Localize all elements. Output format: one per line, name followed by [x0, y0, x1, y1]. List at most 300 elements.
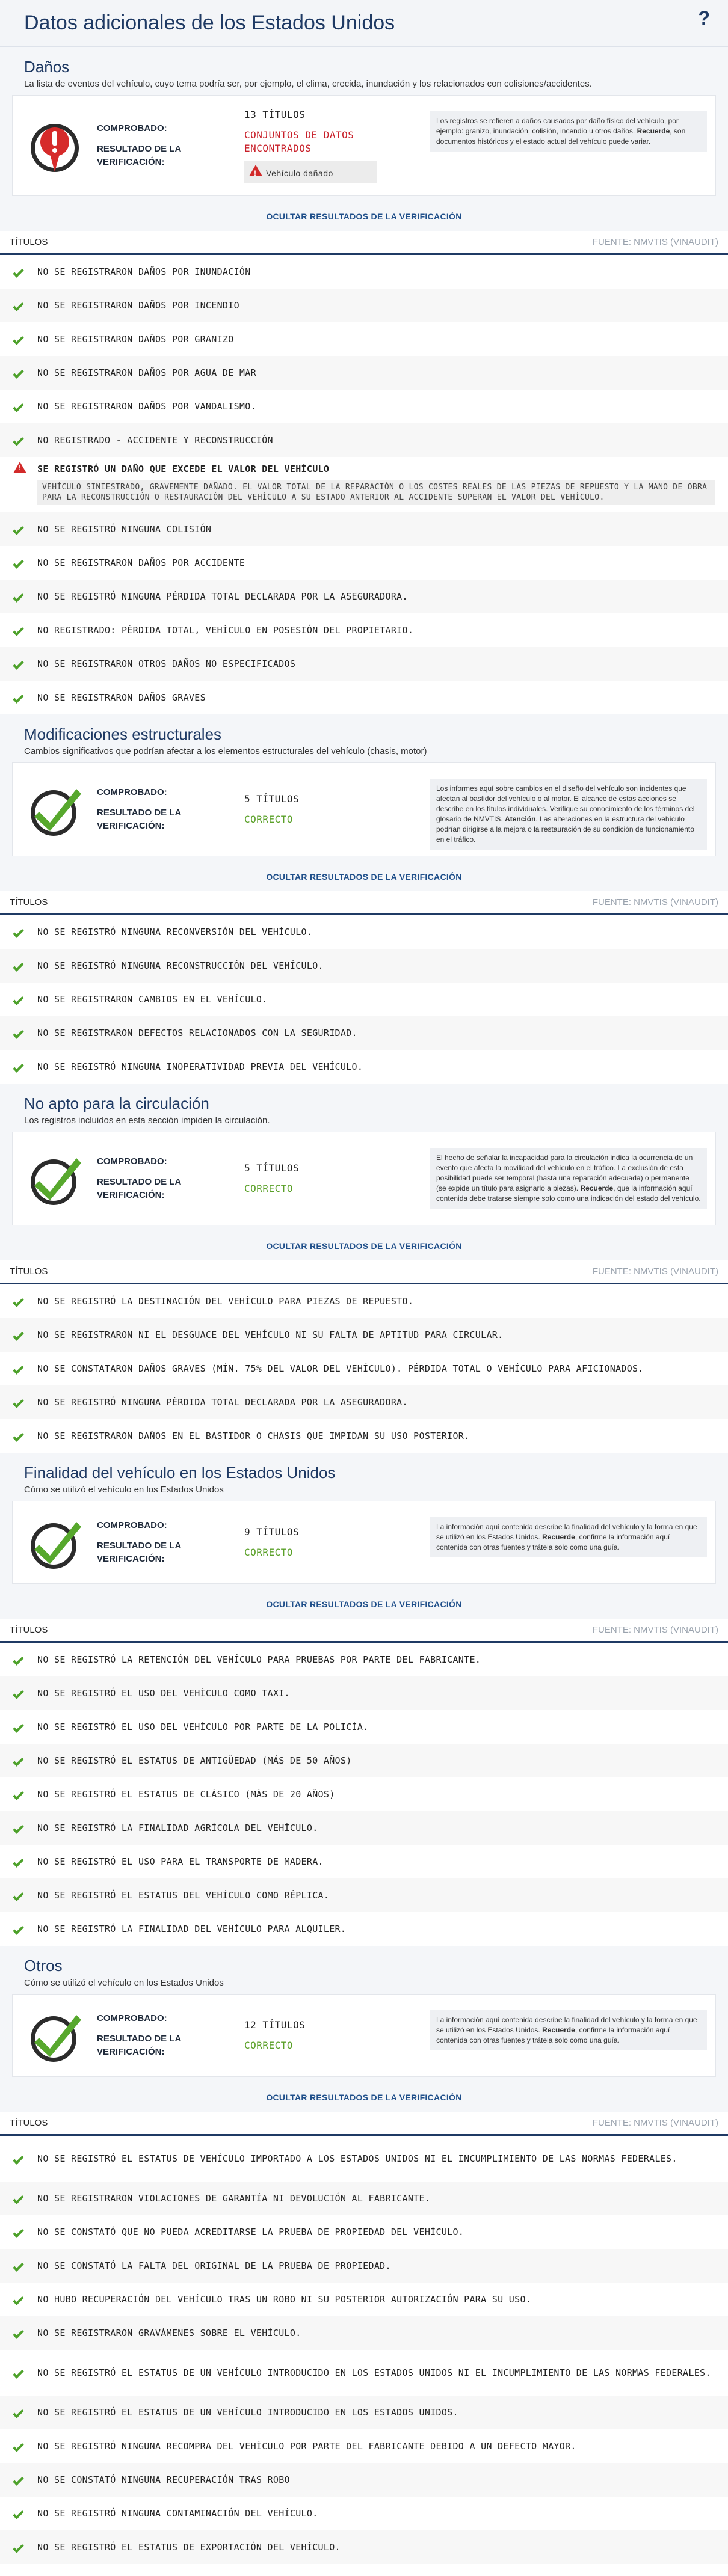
section-header	[0, 1946, 728, 1994]
row-content	[37, 925, 312, 939]
check-icon	[13, 557, 23, 568]
row-title: NO SE REGISTRÓ EL ESTATUS DEL VEHÍCULO COMO RÉPLICA.	[37, 1890, 330, 1901]
check-icon	[13, 1890, 23, 1901]
row-status	[13, 1924, 37, 1934]
note-emphasis: Recuerde	[542, 1533, 575, 1541]
check-icon	[13, 994, 23, 1005]
row-content	[37, 1328, 503, 1342]
result-row	[0, 2316, 728, 2350]
status-graphic	[13, 780, 97, 838]
section-finalidad	[0, 1453, 728, 1946]
row-title: NO SE REGISTRARON CAMBIOS EN EL VEHÍCULO.	[37, 994, 268, 1005]
check-icon	[13, 927, 23, 937]
row-title: NO SE REGISTRÓ LA FINALIDAD AGRÍCOLA DEL VEHÍCULO.	[37, 1823, 318, 1833]
result-row	[0, 580, 728, 613]
results-list	[0, 2136, 728, 2564]
row-status	[13, 2474, 37, 2485]
success-badge-icon	[26, 1150, 84, 1207]
success-badge-icon	[26, 1513, 84, 1571]
result-row	[0, 613, 728, 647]
result-row	[0, 1676, 728, 1710]
page-title: Datos adicionales de los Estados Unidos	[24, 11, 395, 34]
check-icon	[13, 2153, 23, 2164]
row-status	[13, 2227, 37, 2237]
result-row	[0, 2350, 728, 2396]
result-row	[0, 915, 728, 949]
row-title: NO SE REGISTRÓ LA FINALIDAD DEL VEHÍCULO PARA ALQUILER.	[37, 1924, 347, 1934]
row-title: NO SE REGISTRARON DAÑOS POR ACCIDENTE	[37, 557, 245, 568]
row-title: NO SE REGISTRÓ EL ESTATUS DE ANTIGÜEDAD (MÁS DE 50 AÑOS)	[37, 1755, 352, 1766]
summary-labels	[97, 122, 244, 169]
row-status	[13, 591, 37, 602]
titles-column-label: TÍTULOS	[10, 2118, 48, 2128]
check-icon	[13, 1431, 23, 1441]
row-content	[37, 522, 211, 536]
result-row	[0, 1318, 728, 1352]
row-status	[13, 1296, 37, 1307]
check-icon	[13, 2508, 23, 2519]
row-title: NO SE REGISTRARON DAÑOS POR GRANIZO	[37, 334, 234, 345]
row-title: NO SE REGISTRÓ NINGUNA RECONVERSIÓN DEL VEHÍCULO.	[37, 927, 313, 937]
row-title: NO SE REGISTRARON VIOLACIONES DE GARANTÍA NI DEVOLUCIÓN AL FABRICANTE.	[37, 2193, 431, 2204]
row-content	[37, 1753, 352, 1768]
row-content	[37, 2366, 711, 2380]
result-row	[0, 1643, 728, 1676]
section-no-apto	[0, 1084, 728, 1453]
titles-column-label: TÍTULOS	[10, 237, 48, 247]
row-status	[13, 994, 37, 1005]
row-title: NO SE REGISTRÓ EL ESTATUS DE VEHÍCULO IMPORTADO A LOS ESTADOS UNIDOS NI EL INCUMPLIMIENTO DE LAS NORMAS FEDERALES.	[37, 2153, 677, 2164]
check-icon	[13, 1856, 23, 1867]
row-status	[13, 927, 37, 937]
note-emphasis: Recuerde	[580, 1184, 614, 1192]
sections-container	[0, 47, 728, 2564]
checked-label: COMPROBADO:	[97, 1520, 167, 1530]
note-tail: , que la información aquí contenida debe tratarse siempre solo como una indicación del estado del vehículo.	[436, 1184, 701, 1203]
row-status	[13, 1789, 37, 1800]
result-row	[0, 423, 728, 457]
row-content	[37, 2405, 458, 2420]
row-title: NO REGISTRADO - ACCIDENTE Y RECONSTRUCCIÓN	[37, 435, 273, 446]
row-title: NO SE REGISTRÓ LA RETENCIÓN DEL VEHÍCULO PARA PRUEBAS POR PARTE DEL FABRICANTE.	[37, 1654, 481, 1665]
row-content	[37, 1060, 363, 1074]
row-title: NO SE REGISTRÓ LA DESTINACIÓN DEL VEHÍCULO PARA PIEZAS DE REPUESTO.	[37, 1296, 414, 1307]
row-content	[37, 589, 408, 604]
note-text: Los informes aquí sobre cambios en el diseño del vehículo son incidentes que afectan al bastidor del vehículo o al motor. El alcance de estas acciones se describe en los títulos individuales. Verifique su conocimiento de los términos del glosario de NMVTIS.	[436, 784, 695, 823]
note-tail: . Las alteraciones en la estructura del vehículo podrían dirigirse a la mejora o la restauración de su condición de funcionamiento en el tráfico.	[436, 815, 694, 844]
note-text: La información aquí contenida describe la finalidad del vehículo y la forma en que se utilizó en los Estados Unidos.	[436, 1523, 697, 1541]
hide-results-link[interactable]: OCULTAR RESULTADOS DE LA VERIFICACIÓN	[266, 1599, 462, 1609]
result-status: CORRECTO	[244, 2040, 294, 2051]
check-icon	[13, 435, 23, 446]
row-status	[13, 1856, 37, 1867]
check-icon	[13, 1789, 23, 1800]
result-row	[0, 2136, 728, 2182]
row-status	[13, 1722, 37, 1732]
row-title: NO SE REGISTRARON DAÑOS POR AGUA DE MAR	[37, 367, 256, 378]
row-title: NO HUBO RECUPERACIÓN DEL VEHÍCULO TRAS UN ROBO NI SU POSTERIOR AUTORIZACIÓN PARA SU USO.	[37, 2294, 532, 2305]
row-status	[13, 1363, 37, 1374]
row-status	[13, 462, 37, 476]
row-title: NO SE REGISTRARON DEFECTOS RELACIONADOS CON LA SEGURIDAD.	[37, 1028, 357, 1038]
status-graphic	[13, 117, 97, 174]
summary-labels	[97, 2012, 244, 2059]
info-note	[430, 111, 707, 152]
row-title: NO SE CONSTATÓ QUE NO PUEDA ACREDITARSE LA PRUEBA DE PROPIEDAD DEL VEHÍCULO.	[37, 2227, 464, 2237]
row-title: NO SE REGISTRÓ NINGUNA RECOMPRA DEL VEHÍCULO POR PARTE DEL FABRICANTE DEBIDO A UN DEFECTO MAYOR.	[37, 2441, 576, 2452]
result-status: CONJUNTOS DE DATOS ENCONTRADOS	[244, 129, 354, 154]
row-status	[13, 266, 37, 277]
check-icon	[13, 2441, 23, 2452]
results-list	[0, 1643, 728, 1946]
checked-count: 5 TÍTULOS	[244, 793, 300, 805]
row-status	[13, 2153, 37, 2164]
results-list	[0, 255, 728, 714]
row-content	[37, 1686, 290, 1700]
check-icon	[13, 1397, 23, 1408]
row-title: NO REGISTRADO: PÉRDIDA TOTAL, VEHÍCULO EN POSESIÓN DEL PROPIETARIO.	[37, 625, 414, 636]
row-title: NO SE REGISTRÓ EL ESTATUS DE CLÁSICO (MÁS DE 20 AÑOS)	[37, 1789, 335, 1800]
check-icon	[13, 960, 23, 971]
row-status	[13, 1755, 37, 1766]
results-list	[0, 1284, 728, 1453]
row-title: NO SE REGISTRARON DAÑOS POR INUNDACIÓN	[37, 266, 251, 277]
row-title: NO SE REGISTRARON GRAVÁMENES SOBRE EL VEHÍCULO.	[37, 2328, 301, 2338]
checked-label: COMPROBADO:	[97, 787, 167, 797]
result-row	[0, 681, 728, 714]
checked-count: 5 TÍTULOS	[244, 1162, 300, 1174]
checked-count: 9 TÍTULOS	[244, 1526, 300, 1538]
row-title: NO SE CONSTATÓ LA FALTA DEL ORIGINAL DE LA PRUEBA DE PROPIEDAD.	[37, 2260, 391, 2271]
note-text: La información aquí contenida describe la finalidad del vehículo y la forma en que se utilizó en los Estados Unidos.	[436, 2016, 697, 2034]
success-badge-icon	[26, 780, 84, 838]
summary-card	[12, 1501, 716, 1584]
row-status	[13, 367, 37, 378]
row-content	[37, 1854, 324, 1869]
info-note	[430, 2010, 707, 2050]
summary-values	[244, 1526, 395, 1559]
section-title: Daños	[24, 58, 70, 76]
row-status	[13, 435, 37, 446]
row-content	[37, 2292, 531, 2307]
row-content	[37, 1888, 329, 1903]
row-title: NO SE REGISTRÓ EL USO PARA EL TRANSPORTE DE MADERA.	[37, 1856, 324, 1867]
row-title: NO SE REGISTRARON DAÑOS POR INCENDIO	[37, 300, 239, 311]
summary-card	[12, 95, 716, 196]
section-modificaciones	[0, 714, 728, 1084]
row-content	[37, 992, 268, 1007]
result-row	[0, 1352, 728, 1385]
row-status	[13, 2441, 37, 2452]
result-row	[0, 2182, 728, 2215]
section-subtitle: La lista de eventos del vehículo, cuyo tema podría ser, por ejemplo, el clima, crecida, inundación y los relacionados con colisiones/accidentes.	[24, 79, 592, 89]
result-status: CORRECTO	[244, 1183, 294, 1194]
row-title: SE REGISTRÓ UN DAÑO QUE EXCEDE EL VALOR DEL VEHÍCULO	[37, 464, 330, 474]
check-icon	[13, 1654, 23, 1665]
row-content	[37, 2191, 430, 2206]
titles-column-label: TÍTULOS	[10, 897, 48, 907]
row-content	[37, 690, 206, 705]
error-badge-icon	[26, 117, 84, 174]
result-row	[0, 2429, 728, 2463]
result-row	[0, 2497, 728, 2530]
result-row	[0, 949, 728, 983]
row-content	[37, 1429, 469, 1443]
note-emphasis: Atención	[505, 815, 536, 823]
check-icon	[13, 1688, 23, 1699]
result-row	[0, 2463, 728, 2497]
row-content	[37, 366, 256, 380]
row-status	[13, 2407, 37, 2418]
hide-results-link[interactable]: OCULTAR RESULTADOS DE LA VERIFICACIÓN	[266, 2093, 462, 2102]
result-row	[0, 356, 728, 390]
row-status	[13, 1688, 37, 1699]
result-row	[0, 1419, 728, 1453]
row-status	[13, 2542, 37, 2553]
info-note	[430, 779, 707, 850]
row-status	[13, 2260, 37, 2271]
check-icon	[13, 2294, 23, 2305]
result-row	[0, 1777, 728, 1811]
summary-values	[244, 2019, 395, 2052]
row-content	[37, 332, 234, 346]
source-label: FUENTE: NMVTIS (VINAUDIT)	[592, 1625, 718, 1635]
toggle-bar	[0, 196, 728, 231]
status-graphic	[13, 2007, 97, 2064]
checked-count: 12 TÍTULOS	[244, 2019, 306, 2031]
note-tail: , confirme la información aquí contenida con otras fuentes y trátela solo como una guía.	[436, 2026, 670, 2044]
note-emphasis: Recuerde	[637, 127, 670, 135]
row-content	[37, 1922, 346, 1936]
result-row	[0, 390, 728, 423]
row-title: NO SE REGISTRÓ NINGUNA CONTAMINACIÓN DEL VEHÍCULO.	[37, 2508, 318, 2519]
row-status	[13, 557, 37, 568]
status-graphic	[13, 1513, 97, 1571]
result-label: RESULTADO DE LA VERIFICACIÓN:	[97, 2034, 181, 2057]
damage-badge	[244, 161, 377, 183]
check-icon	[13, 2193, 23, 2204]
summary-labels	[97, 1155, 244, 1202]
result-row	[0, 1284, 728, 1318]
results-list-header	[0, 891, 728, 915]
results-list-header	[0, 2112, 728, 2136]
row-content	[37, 623, 413, 637]
toggle-bar	[0, 856, 728, 891]
row-status	[13, 2193, 37, 2204]
check-icon	[13, 367, 23, 378]
source-label: FUENTE: NMVTIS (VINAUDIT)	[592, 237, 718, 247]
summary-values	[244, 108, 395, 183]
titles-column-label: TÍTULOS	[10, 1625, 48, 1635]
row-status	[13, 960, 37, 971]
check-icon	[13, 1924, 23, 1934]
checked-label: COMPROBADO:	[97, 1156, 167, 1167]
row-status	[13, 692, 37, 703]
result-row	[0, 512, 728, 546]
result-row	[0, 1744, 728, 1777]
row-status	[13, 1028, 37, 1038]
section-title: Finalidad del vehículo en los Estados Unidos	[24, 1464, 336, 1482]
summary-values	[244, 793, 395, 826]
check-icon	[13, 401, 23, 412]
result-row	[0, 2249, 728, 2283]
source-label: FUENTE: NMVTIS (VINAUDIT)	[592, 2118, 718, 2128]
warning-icon	[13, 462, 26, 473]
results-list-header	[0, 231, 728, 255]
row-title: NO SE REGISTRÓ EL USO DEL VEHÍCULO POR PARTE DE LA POLICÍA.	[37, 1722, 369, 1732]
result-row	[0, 322, 728, 356]
summary-labels	[97, 786, 244, 833]
row-status	[13, 1823, 37, 1833]
check-icon	[13, 2260, 23, 2271]
check-icon	[13, 2227, 23, 2237]
row-content	[37, 2439, 576, 2453]
check-icon	[13, 2407, 23, 2418]
row-title: NO SE REGISTRÓ NINGUNA INOPERATIVIDAD PREVIA DEL VEHÍCULO.	[37, 1061, 363, 1072]
row-content	[37, 1395, 408, 1409]
hide-results-link[interactable]: OCULTAR RESULTADOS DE LA VERIFICACIÓN	[266, 872, 462, 882]
check-icon	[13, 1363, 23, 1374]
check-icon	[13, 2328, 23, 2338]
row-status	[13, 334, 37, 345]
check-icon	[13, 1823, 23, 1833]
row-title: NO SE REGISTRÓ EL ESTATUS DE UN VEHÍCULO INTRODUCIDO EN LOS ESTADOS UNIDOS NI EL INCUMPLIMIENTO DE LAS NORMAS FEDERALES.	[37, 2367, 711, 2378]
result-row	[0, 2215, 728, 2249]
section-header	[0, 47, 728, 95]
row-content	[37, 1720, 369, 1734]
row-title: NO SE REGISTRARON DAÑOS GRAVES	[37, 692, 206, 703]
row-status	[13, 2328, 37, 2338]
check-icon	[13, 2367, 23, 2378]
row-status	[13, 1431, 37, 1441]
status-graphic	[13, 1150, 97, 1207]
check-icon	[13, 524, 23, 535]
summary-card	[12, 762, 716, 856]
result-label: RESULTADO DE LA VERIFICACIÓN:	[97, 808, 181, 831]
check-icon	[13, 658, 23, 669]
row-status	[13, 2367, 37, 2378]
row-content	[37, 2326, 301, 2340]
help-icon[interactable]: ?	[698, 7, 710, 29]
row-content	[37, 399, 256, 414]
source-label: FUENTE: NMVTIS (VINAUDIT)	[592, 1266, 718, 1277]
row-content	[37, 2540, 341, 2554]
toggle-bar	[0, 2077, 728, 2112]
check-icon	[13, 1755, 23, 1766]
result-row	[0, 1710, 728, 1744]
row-content	[37, 1821, 318, 1835]
note-text: El hecho de señalar la incapacidad para la circulación indica la ocurrencia de un evento que afecta la movilidad del vehículo en el tráfico. La exclusión de esta posibilidad puede ser temporal (hasta una reparación adecuada) o permanente (se expide un título para asignarlo a piezas).	[436, 1153, 693, 1192]
toggle-bar	[0, 1584, 728, 1619]
row-content	[37, 556, 245, 570]
result-row	[0, 647, 728, 681]
results-list-header	[0, 1619, 728, 1643]
result-row	[0, 1912, 728, 1946]
note-tail: , son documentos históricos y el estado actual del vehículo puede variar.	[436, 127, 686, 146]
check-icon	[13, 2542, 23, 2553]
row-status	[13, 625, 37, 636]
row-status	[13, 300, 37, 311]
row-status	[13, 1061, 37, 1072]
result-label: RESULTADO DE LA VERIFICACIÓN:	[97, 1541, 181, 1564]
row-content	[37, 657, 295, 671]
check-icon	[13, 2474, 23, 2485]
page-header	[0, 0, 728, 47]
section-otros	[0, 1946, 728, 2564]
row-title: NO SE REGISTRÓ NINGUNA COLISIÓN	[37, 524, 212, 535]
toggle-bar	[0, 1225, 728, 1260]
check-icon	[13, 625, 23, 636]
section-header	[0, 714, 728, 762]
note-tail: , confirme la información aquí contenida con otras fuentes y trátela solo como una guía.	[436, 1533, 670, 1551]
result-row	[0, 2396, 728, 2429]
row-content	[37, 462, 715, 505]
row-content	[37, 1652, 481, 1667]
row-status	[13, 2294, 37, 2305]
summary-labels	[97, 1519, 244, 1566]
hide-results-link[interactable]: OCULTAR RESULTADOS DE LA VERIFICACIÓN	[266, 1241, 462, 1251]
row-content	[37, 298, 239, 313]
row-content	[37, 2259, 391, 2273]
note-emphasis: Recuerde	[542, 2026, 575, 2034]
success-badge-icon	[26, 2007, 84, 2064]
titles-column-label: TÍTULOS	[10, 1266, 48, 1277]
row-content	[37, 958, 324, 973]
hide-results-link[interactable]: OCULTAR RESULTADOS DE LA VERIFICACIÓN	[266, 212, 462, 221]
result-row	[0, 1385, 728, 1419]
check-icon	[13, 300, 23, 311]
section-subtitle: Los registros incluidos en esta sección impiden la circulación.	[24, 1115, 270, 1126]
section-subtitle: Cambios significativos que podrían afectar a los elementos estructurales del vehículo (chasis, motor)	[24, 746, 427, 756]
note-text: Los registros se refieren a daños causados por daño físico del vehículo, por ejemplo: granizo, inundación, colisión, incendio u otros daños.	[436, 117, 679, 135]
row-content	[37, 1787, 335, 1802]
badge-label: Vehículo dañado	[266, 168, 333, 178]
row-status	[13, 1654, 37, 1665]
row-content	[37, 1294, 413, 1308]
results-list	[0, 915, 728, 1084]
info-note	[430, 1148, 707, 1209]
row-title: NO SE CONSTATARON DAÑOS GRAVES (MÍN. 75% DEL VALOR DEL VEHÍCULO). PÉRDIDA TOTAL O VEHÍCULO PARA AFICIONADOS.	[37, 1363, 644, 1374]
check-icon	[13, 266, 23, 277]
row-title: NO SE REGISTRÓ EL USO DEL VEHÍCULO COMO TAXI.	[37, 1688, 290, 1699]
result-row	[0, 457, 728, 512]
section-title: Otros	[24, 1957, 63, 1975]
row-title: NO SE REGISTRÓ EL ESTATUS DE EXPORTACIÓN DEL VEHÍCULO.	[37, 2542, 341, 2553]
check-icon	[13, 1061, 23, 1072]
row-title: NO SE REGISTRÓ NINGUNA PÉRDIDA TOTAL DECLARADA POR LA ASEGURADORA.	[37, 591, 408, 602]
checked-label: COMPROBADO:	[97, 2013, 167, 2023]
row-content	[37, 265, 251, 279]
section-subtitle: Cómo se utilizó el vehículo en los Estados Unidos	[24, 1485, 224, 1495]
result-label: RESULTADO DE LA VERIFICACIÓN:	[97, 1177, 181, 1200]
check-icon	[13, 1296, 23, 1307]
row-title: NO SE REGISTRÓ NINGUNA PÉRDIDA TOTAL DECLARADA POR LA ASEGURADORA.	[37, 1397, 408, 1408]
section-subtitle: Cómo se utilizó el vehículo en los Estados Unidos	[24, 1978, 224, 1988]
section-title: No apto para la circulación	[24, 1094, 209, 1112]
checked-label: COMPROBADO:	[97, 123, 167, 133]
summary-card	[12, 1994, 716, 2077]
row-title: NO SE REGISTRARON DAÑOS EN EL BASTIDOR O CHASIS QUE IMPIDAN SU USO POSTERIOR.	[37, 1431, 470, 1441]
section-header	[0, 1084, 728, 1132]
check-icon	[13, 334, 23, 345]
result-status: CORRECTO	[244, 814, 294, 825]
result-row	[0, 2530, 728, 2564]
results-list-header	[0, 1260, 728, 1284]
summary-values	[244, 1162, 395, 1195]
row-status	[13, 658, 37, 669]
result-row	[0, 255, 728, 289]
row-title: NO SE REGISTRÓ EL ESTATUS DE UN VEHÍCULO INTRODUCIDO EN LOS ESTADOS UNIDOS.	[37, 2407, 458, 2418]
